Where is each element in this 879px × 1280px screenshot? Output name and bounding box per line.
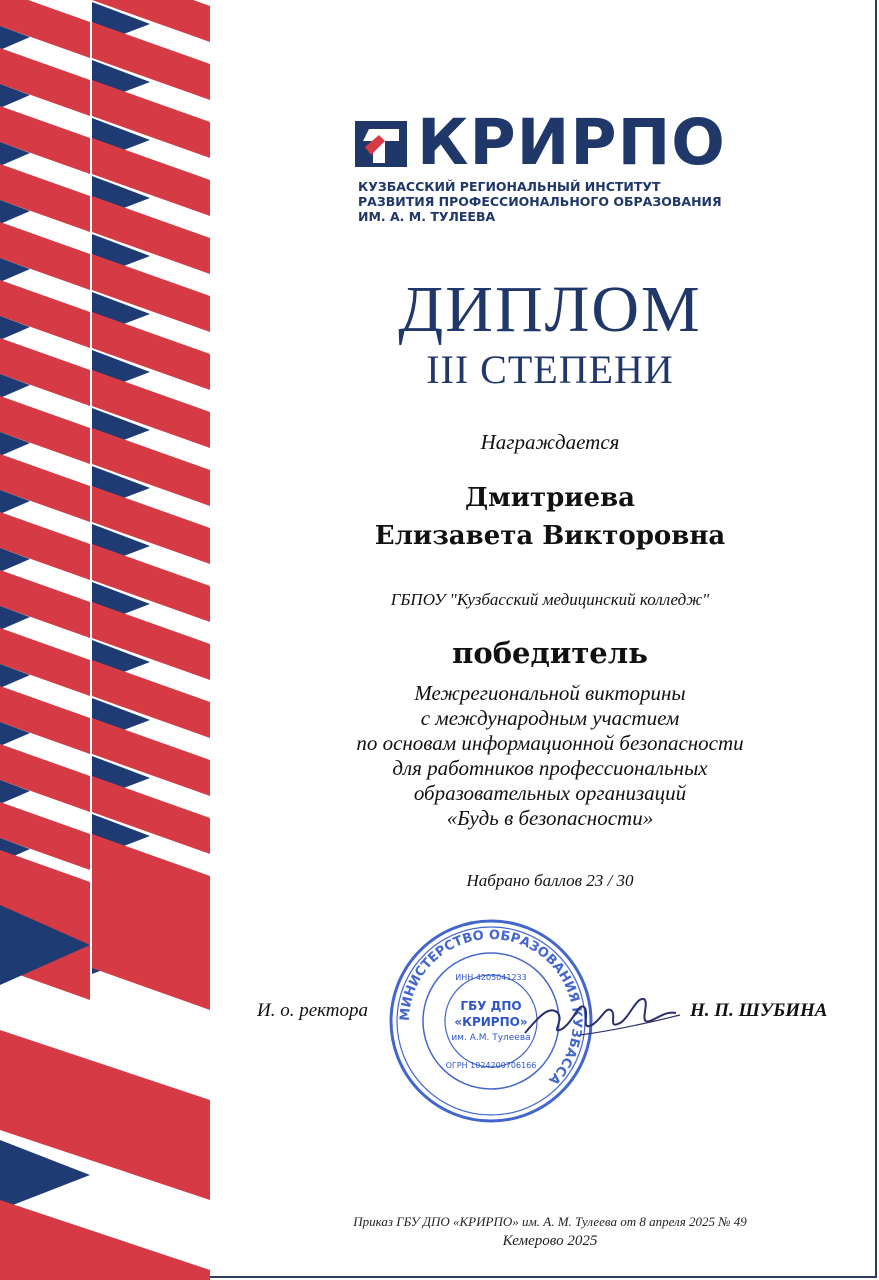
pattern-red-stripe bbox=[0, 396, 90, 464]
pattern-red-stripe bbox=[0, 48, 90, 116]
score-text: Набрано баллов 23 / 30 bbox=[466, 871, 634, 890]
description-line: с международным участием bbox=[420, 706, 680, 730]
description-line: Межрегиональной викторины bbox=[414, 681, 686, 705]
signatory-position: И. о. ректора bbox=[257, 1000, 369, 1021]
diploma-title: ДИПЛОМ bbox=[398, 273, 702, 346]
pattern-red-block bbox=[0, 1200, 210, 1280]
stamp-center-line: «КРИРПО» bbox=[454, 1015, 528, 1029]
city-year: Кемерово 2025 bbox=[502, 1233, 598, 1249]
description-line: по основам информационной безопасности bbox=[356, 731, 744, 755]
description-line: «Будь в безопасности» bbox=[446, 806, 654, 830]
decorative-stripe-pattern bbox=[0, 0, 210, 1280]
pattern-red-stripe bbox=[0, 570, 90, 638]
stamp-ogrn: ОГРН 1024200706166 bbox=[445, 1061, 537, 1070]
recipient-organization: ГБПОУ "Кузбасский медицинский колледж" bbox=[390, 590, 710, 609]
pattern-red-stripe bbox=[0, 106, 90, 174]
signatory-name: Н. П. ШУБИНА bbox=[690, 1000, 828, 1021]
stamp-center-line: им. А.М. Тулеева bbox=[451, 1033, 531, 1043]
logo-subtitle-line: КУЗБАССКИЙ РЕГИОНАЛЬНЫЙ ИНСТИТУТ bbox=[358, 179, 661, 194]
pattern-red-stripe bbox=[0, 222, 90, 290]
pattern-red-stripe bbox=[0, 628, 90, 696]
pattern-red-stripe bbox=[0, 280, 90, 348]
recipient-name bbox=[300, 479, 800, 555]
handwritten-signature-icon bbox=[520, 985, 690, 1045]
stamp-center-line: ГБУ ДПО bbox=[460, 999, 522, 1013]
pattern-red-stripe bbox=[0, 686, 90, 754]
order-reference: Приказ ГБУ ДПО «КРИРПО» им. А. М. Тулеева от 8 апреля 2025 № 49 bbox=[353, 1214, 747, 1229]
pattern-red-stripe bbox=[0, 512, 90, 580]
award-status: победитель bbox=[452, 636, 648, 670]
pattern-red-stripe bbox=[0, 338, 90, 406]
logo-mark-icon bbox=[355, 115, 411, 171]
description-line: образовательных организаций bbox=[413, 781, 687, 805]
stamp-outer-text: МИНИСТЕРСТВО ОБРАЗОВАНИЯ КУЗБАССА bbox=[397, 927, 585, 1088]
logo-wordmark: КРИРПО bbox=[417, 106, 726, 179]
description-line: для работников профессиональных bbox=[392, 756, 708, 780]
awarded-label: Награждается bbox=[480, 430, 620, 454]
pattern-red-stripe bbox=[0, 164, 90, 232]
recipient-given-names: Елизавета Викторовна bbox=[374, 521, 726, 551]
recipient-surname: Дмитриева bbox=[464, 483, 635, 513]
logo-subtitle-line: ИМ. А. М. ТУЛЕЕВА bbox=[358, 209, 496, 224]
diploma-degree: III СТЕПЕНИ bbox=[426, 347, 674, 392]
pattern-red-stripe bbox=[0, 0, 90, 58]
stamp-inn: ИНН 4205041233 bbox=[455, 973, 527, 982]
kripro-logo bbox=[355, 106, 735, 230]
pattern-red-stripe bbox=[0, 744, 90, 812]
event-description bbox=[300, 681, 800, 831]
logo-subtitle-line: РАЗВИТИЯ ПРОФЕССИОНАЛЬНОГО ОБРАЗОВАНИЯ bbox=[358, 194, 722, 209]
pattern-red-stripe bbox=[0, 454, 90, 522]
logo-subtitle bbox=[358, 179, 722, 224]
